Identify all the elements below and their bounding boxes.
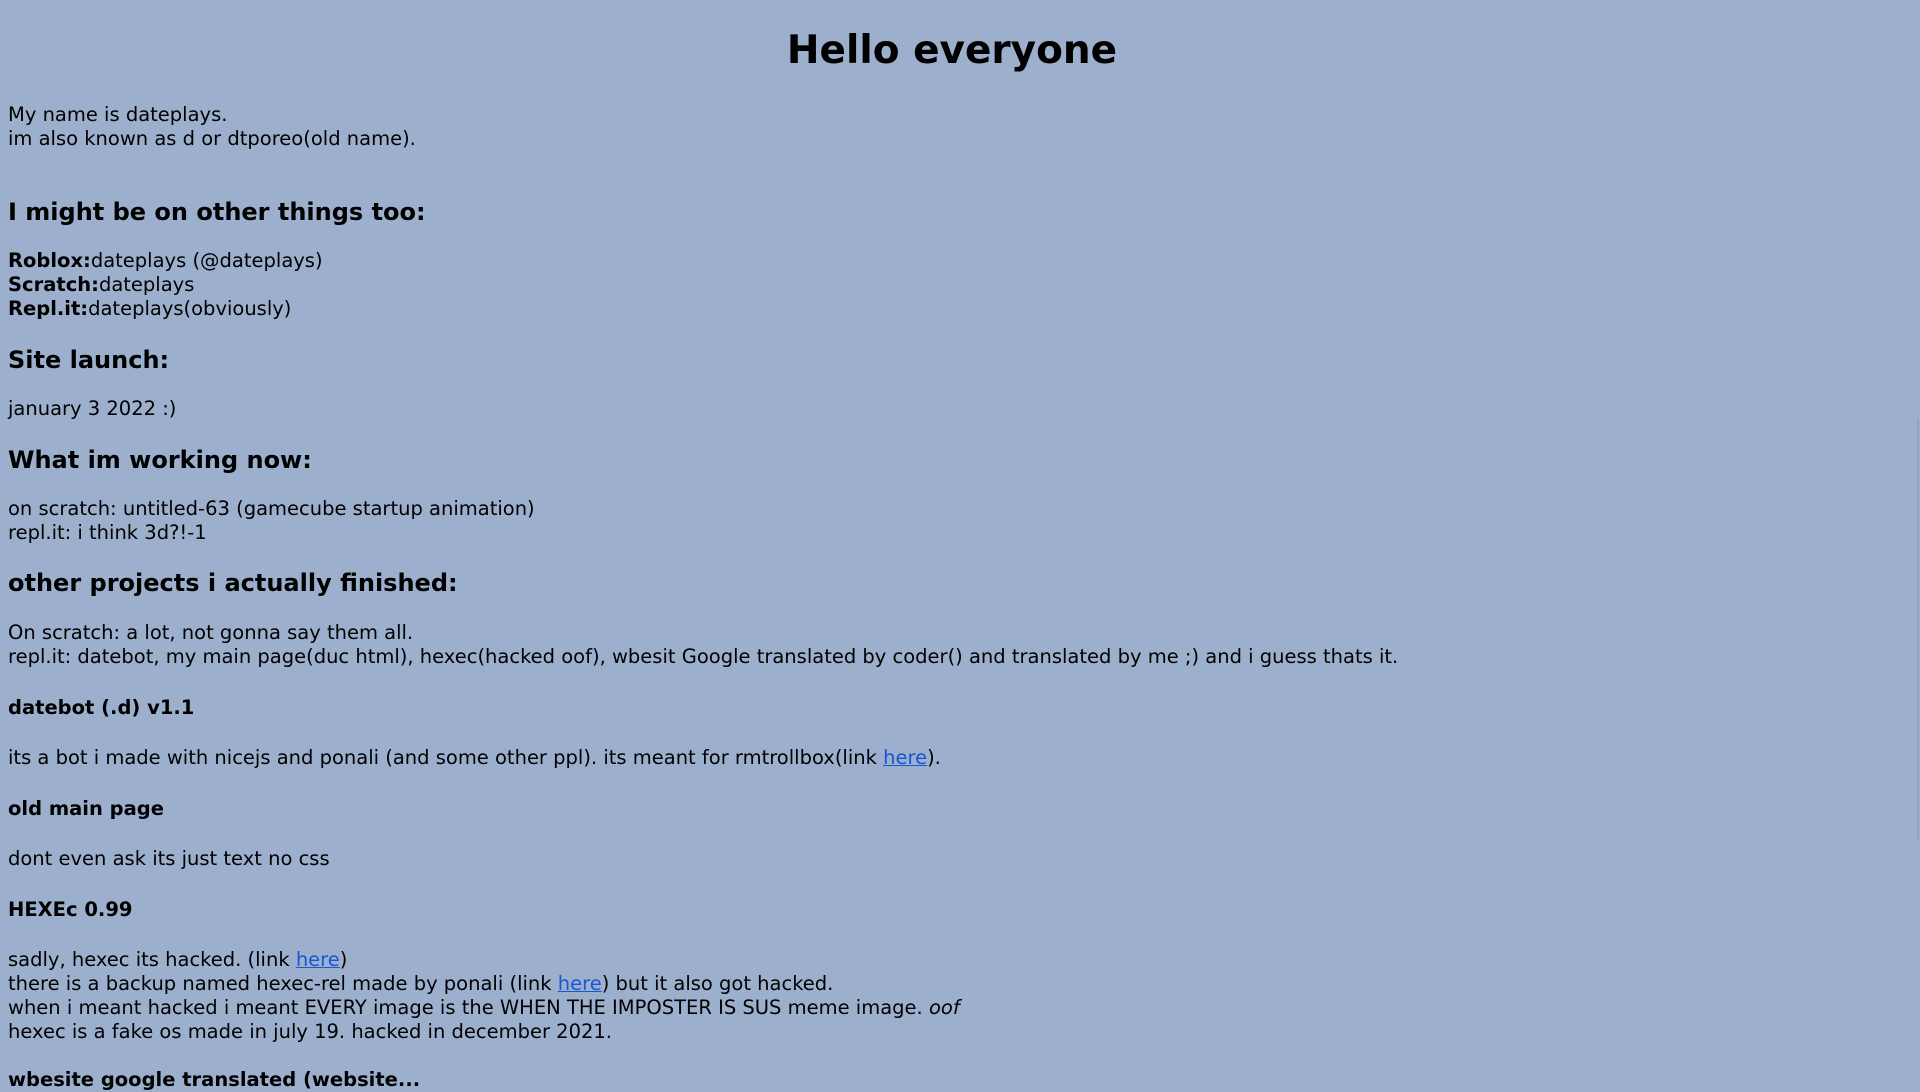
account-scratch [8,273,194,297]
hexec-l2-after: ) but it also got hacked. [601,972,834,995]
hexec-line-1 [8,948,347,972]
oldmain-heading: old main page [8,797,164,820]
working-line-1: on scratch: untitled-63 (gamecube startup animation) [8,497,535,520]
hexec-l2-before: there is a backup named hexec-rel made by ponali (link [8,972,558,995]
launch-heading: Site launch: [8,346,170,374]
finished-line-1: On scratch: a lot, not gonna say them all. [8,621,414,644]
account-value: dateplays (@dateplays) [90,249,323,272]
oldmain-text: dont even ask its just text no css [8,847,330,870]
hexec-l1-before: sadly, hexec its hacked. (link [8,948,296,971]
scroll-thumb[interactable] [1917,420,1919,840]
hexec-line-4: hexec is a fake os made in july 19. hacked in december 2021. [8,1020,613,1043]
scrollbar[interactable] [1916,0,1920,1080]
hexec-link[interactable]: here [295,948,340,971]
account-roblox [8,249,323,273]
hexec-rel-link[interactable]: here [557,972,602,995]
finished-heading: other projects i actually finished: [8,569,458,597]
other-things-heading: I might be on other things too: [8,198,426,226]
hexec-line-2 [8,972,833,996]
intro-line-1: My name is dateplays. [8,103,228,126]
account-label: Roblox: [8,249,91,272]
page-title: Hello everyone [786,28,1118,73]
datebot-heading: datebot (.d) v1.1 [8,696,195,719]
hexec-l3-text: when i meant hacked i meant EVERY image is the WHEN THE IMPOSTER IS SUS meme image. [8,996,929,1019]
datebot-text-after: ). [927,746,941,769]
working-line-2: repl.it: i think 3d?!-1 [8,521,207,544]
account-label: Scratch: [8,273,99,296]
account-value: dateplays [98,273,195,296]
launch-text: january 3 2022 :) [8,397,177,420]
hexec-l1-after: ) [339,948,348,971]
next-heading: wbesite google translated (website... [8,1068,421,1091]
datebot-link[interactable]: here [883,746,928,769]
hexec-heading: HEXEc 0.99 [8,898,133,921]
hexec-line-3 [8,996,960,1020]
working-heading: What im working now: [8,446,312,474]
datebot-text [8,746,941,770]
account-value: dateplays(obviously) [88,297,292,320]
intro-line-2: im also known as d or dtporeo(old name). [8,127,416,150]
account-replit [8,297,291,321]
hexec-l3-italic: oof [928,996,960,1019]
datebot-text-before: its a bot i made with nicejs and ponali (and some other ppl). its meant for rmtrollbox(link [8,746,884,769]
account-label: Repl.it: [8,297,89,320]
finished-line-2: repl.it: datebot, my main page(duc html), hexec(hacked oof), wbesit Google translated by coder() and translated by me ;) and i guess thats it. [8,645,1399,668]
